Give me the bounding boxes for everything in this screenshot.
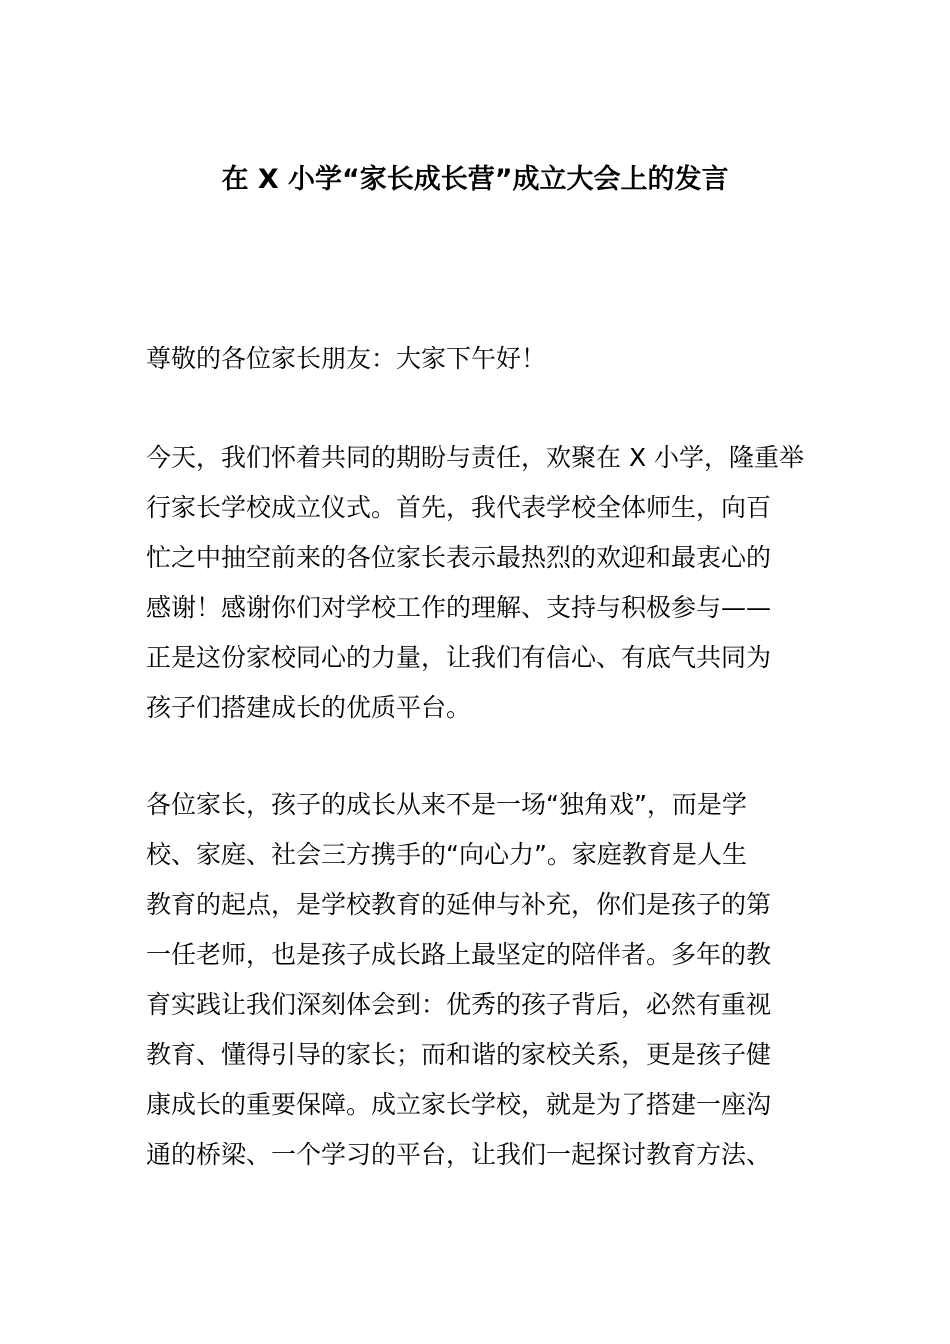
paragraph-line: 育实践让我们深刻体会到：优秀的孩子背后，必然有重视 [146, 990, 772, 1019]
family-education-paragraph [146, 780, 806, 1180]
paragraph-line: 忙之中抽空前来的各位家长表示最热烈的欢迎和最衷心的 [146, 543, 772, 572]
paragraph-line: 正是这份家校同心的力量，让我们有信心、有底气共同为 [146, 643, 772, 672]
paragraph-line: 一任老师，也是孩子成长路上最坚定的陪伴者。多年的教 [146, 940, 772, 969]
greeting-line: 尊敬的各位家长朋友：大家下午好！ [146, 344, 547, 373]
greeting-paragraph [146, 334, 806, 384]
paragraph-line: 康成长的重要保障。成立家长学校，就是为了搭建一座沟 [146, 1090, 772, 1119]
paragraph-line: 孩子们搭建成长的优质平台。 [146, 693, 472, 722]
paragraph-line: 各位家长，孩子的成长从来不是一场“独角戏”，而是学 [146, 790, 747, 819]
paragraph-line: 教育、懂得引导的家长；而和谐的家校关系，更是孩子健 [146, 1040, 772, 1069]
paragraph-line: 教育的起点，是学校教育的延伸与补充，你们是孩子的第 [146, 890, 772, 919]
paragraph-line: 今天，我们怀着共同的期盼与责任，欢聚在 X 小学，隆重举 [146, 443, 805, 472]
document-title: 在 X 小学“家长成长营”成立大会上的发言 [221, 164, 729, 195]
paragraph-line: 校、家庭、社会三方携手的“向心力”。家庭教育是人生 [146, 840, 747, 869]
paragraph-line: 行家长学校成立仪式。首先，我代表学校全体师生，向百 [146, 493, 772, 522]
paragraph-line: 通的桥梁、一个学习的平台，让我们一起探讨教育方法、 [146, 1140, 772, 1169]
opening-paragraph [146, 433, 806, 733]
paragraph-line: 感谢！感谢你们对学校工作的理解、支持与积极参与—— [146, 593, 772, 622]
